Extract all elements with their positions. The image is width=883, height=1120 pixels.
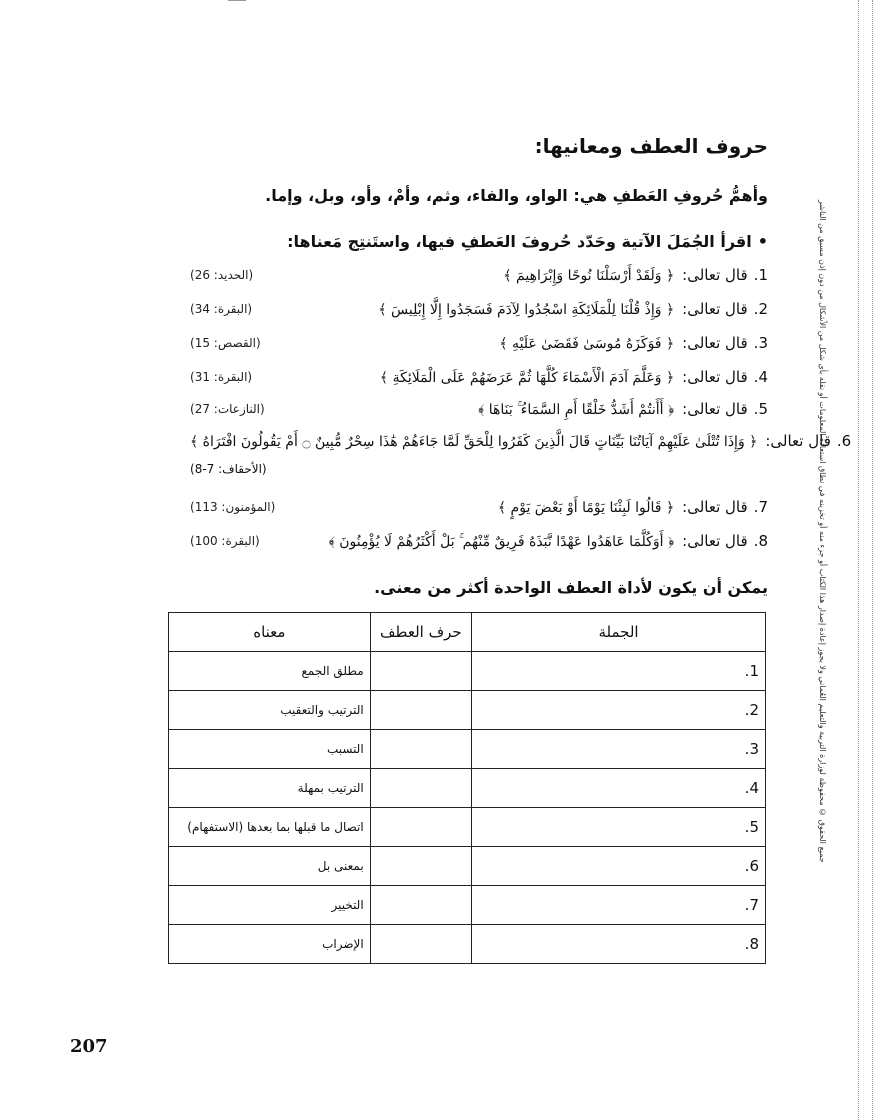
item-lead: قال تعالى: bbox=[682, 266, 748, 284]
verse-item bbox=[190, 364, 768, 390]
table-row bbox=[169, 769, 766, 808]
fold-line bbox=[858, 0, 859, 1120]
meaning-cell: اتصال ما قبلها بما بعدها (الاستفهام) bbox=[169, 808, 371, 847]
sentence-cell[interactable]: 6. bbox=[472, 847, 766, 886]
conjunction-cell[interactable] bbox=[370, 847, 471, 886]
header-sentence: الجملة bbox=[472, 613, 766, 652]
item-number: 7. bbox=[753, 498, 768, 516]
verse-text: ﴿ أَوَكُلَّمَا عَاهَدُوا عَهْدًا نَّبَذَهُ فَرِيقٌ مِّنْهُم ۚ بَلْ أَكْثَرُهُمْ لَا يُؤْمِنُونَ ﴾ bbox=[328, 534, 675, 550]
verse-reference: (القصص: 15) bbox=[190, 336, 261, 350]
verse-item bbox=[190, 262, 768, 288]
table-row bbox=[169, 691, 766, 730]
table-row bbox=[169, 730, 766, 769]
sentence-cell[interactable]: 1. bbox=[472, 652, 766, 691]
sentence-cell[interactable]: 7. bbox=[472, 886, 766, 925]
conjunction-cell[interactable] bbox=[370, 769, 471, 808]
verse-text: ﴿ وَإِذْ قُلْنَا لِلْمَلَائِكَةِ اسْجُدُوا لِآدَمَ فَسَجَدُوا إِلَّا إِبْلِيسَ ﴾ bbox=[378, 302, 675, 318]
conjunction-cell[interactable] bbox=[370, 808, 471, 847]
table-row bbox=[169, 925, 766, 964]
verse-reference: (النازعات: 27) bbox=[190, 402, 265, 416]
verse-item bbox=[190, 396, 768, 422]
item-lead: قال تعالى: bbox=[765, 432, 831, 450]
verse-reference: (البقرة: 34) bbox=[190, 302, 253, 316]
item-lead: قال تعالى: bbox=[682, 532, 748, 550]
meaning-cell: التخيير bbox=[169, 886, 371, 925]
meaning-cell: الترتيب بمهلة bbox=[169, 769, 371, 808]
page-number: 207 bbox=[70, 1036, 108, 1057]
meaning-cell: الترتيب والتعقيب bbox=[169, 691, 371, 730]
meaning-cell: التسبب bbox=[169, 730, 371, 769]
verse-text: ﴿ وَعَلَّمَ آدَمَ الْأَسْمَاءَ كُلَّهَا ثُمَّ عَرَضَهُمْ عَلَى الْمَلَائِكَةِ ﴾ bbox=[379, 370, 675, 386]
note-text: يمكن أن يكون لأداة العطف الواحدة أكثر من معنى. bbox=[374, 578, 768, 597]
conjunction-cell[interactable] bbox=[370, 691, 471, 730]
verse-reference: (البقرة: 100) bbox=[190, 534, 260, 548]
section-title: حروف العطف ومعانيها: bbox=[534, 134, 768, 158]
verse-item bbox=[190, 296, 768, 322]
verse-text: ﴿ وَلَقَدْ أَرْسَلْنَا نُوحًا وَإِبْرَاهِيمَ ﴾ bbox=[503, 268, 675, 284]
verse-text: ﴿ أَأَنتُمْ أَشَدُّ خَلْقًا أَمِ السَّمَاءُ ۚ بَنَاهَا ﴾ bbox=[478, 402, 675, 418]
item-number: 2. bbox=[753, 300, 768, 318]
table-row bbox=[169, 652, 766, 691]
table-header-row bbox=[169, 613, 766, 652]
item-number: 1. bbox=[753, 266, 768, 284]
meaning-cell: مطلق الجمع bbox=[169, 652, 371, 691]
table-row bbox=[169, 808, 766, 847]
sentence-cell[interactable]: 2. bbox=[472, 691, 766, 730]
verse-reference: (المؤمنون: 113) bbox=[190, 500, 276, 514]
conjunction-cell[interactable] bbox=[370, 730, 471, 769]
item-number: 3. bbox=[753, 334, 768, 352]
table-row bbox=[169, 847, 766, 886]
sentence-cell[interactable]: 4. bbox=[472, 769, 766, 808]
conjunctions-table bbox=[168, 612, 766, 964]
sentence-cell[interactable]: 3. bbox=[472, 730, 766, 769]
item-number: 6. bbox=[836, 432, 852, 450]
sentence-cell[interactable]: 5. bbox=[472, 808, 766, 847]
bullet-icon: • bbox=[757, 232, 768, 251]
instruction bbox=[148, 232, 768, 251]
verse-reference: (البقرة: 31) bbox=[190, 370, 253, 384]
item-lead: قال تعالى: bbox=[682, 368, 748, 386]
header-meaning: معناه bbox=[169, 613, 371, 652]
meaning-cell: بمعنى بل bbox=[169, 847, 371, 886]
item-lead: قال تعالى: bbox=[682, 300, 748, 318]
sentence-cell[interactable]: 8. bbox=[472, 925, 766, 964]
header-conjunction: حرف العطف bbox=[370, 613, 471, 652]
verse-reference: (الحديد: 26) bbox=[190, 268, 254, 282]
item-number: 8. bbox=[753, 532, 768, 550]
copyright-margin: جميع الحقوق © محفوظة لوزارة التربية والتعليم العُماني ولا يجوز إعادة إصدار هذا الكتاب أو جزء منه أو تخزينه في نطاق استعادة المعلومات أو نقله بأي شكل من الأشكال من دون إذن مسبق من الناشر bbox=[818, 200, 827, 863]
verse-item bbox=[190, 528, 768, 554]
item-lead: قال تعالى: bbox=[682, 334, 748, 352]
conjunction-cell[interactable] bbox=[370, 925, 471, 964]
item-lead: قال تعالى: bbox=[682, 498, 748, 516]
item-number: 4. bbox=[753, 368, 768, 386]
verse-item bbox=[190, 330, 768, 356]
verse-text: ﴿ وَإِذَا تُتْلَىٰ عَلَيْهِمْ آيَاتُنَا بَيِّنَاتٍ قَالَ الَّذِينَ كَفَرُوا لِلْحَقِّ لَمَّا جَاءَهُمْ هَٰذَا سِحْرٌ مُّبِينٌ ۝ أَمْ يَقُولُونَ افْتَرَاهُ ﴾ bbox=[190, 434, 758, 450]
item-lead: قال تعالى: bbox=[682, 400, 748, 418]
verse-reference: (الأحقاف: 7-8) bbox=[190, 462, 267, 476]
verse-item bbox=[190, 428, 852, 454]
verse-text: ﴿ فَوَكَزَهُ مُوسَىٰ فَقَضَىٰ عَلَيْهِ ﴾ bbox=[499, 336, 675, 352]
verse-item bbox=[190, 494, 768, 520]
top-mark bbox=[228, 0, 246, 4]
verse-text: ﴿ قَالُوا لَبِثْنَا يَوْمًا أَوْ بَعْضَ يَوْمٍ ﴾ bbox=[497, 500, 675, 516]
conjunction-cell[interactable] bbox=[370, 652, 471, 691]
meaning-cell: الإضراب bbox=[169, 925, 371, 964]
instruction-text: اقرأ الجُمَلَ الآتية وحَدّد حُروفَ العَطفِ فيها، واستَنتِج مَعناها: bbox=[287, 232, 752, 251]
item-number: 5. bbox=[753, 400, 768, 418]
conjunction-cell[interactable] bbox=[370, 886, 471, 925]
intro-text: وأهمُّ حُروفِ العَطفِ هي: الواو، والفاء، وثم، وأمْ، وأو، وبل، وإما. bbox=[265, 186, 768, 205]
table-row bbox=[169, 886, 766, 925]
fold-line bbox=[872, 0, 873, 1120]
